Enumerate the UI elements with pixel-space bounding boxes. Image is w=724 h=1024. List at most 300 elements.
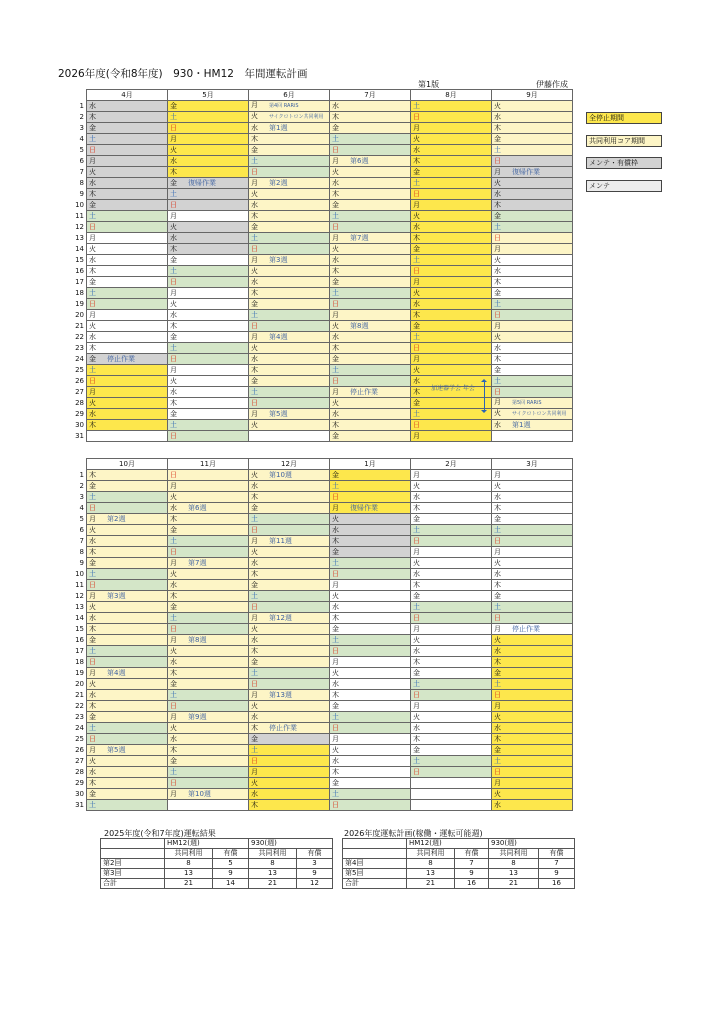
- weekday-label: 木: [251, 288, 258, 297]
- day-cell: [330, 723, 411, 734]
- schedule-note: 第3週: [269, 255, 288, 264]
- weekday-label: 土: [332, 635, 339, 644]
- weekday-label: 日: [332, 800, 339, 809]
- weekday-label: 日: [413, 189, 420, 198]
- day-row: [66, 503, 573, 514]
- day-cell: [168, 503, 249, 514]
- day-cell: [330, 558, 411, 569]
- day-cell: [168, 255, 249, 266]
- weekday-label: 月: [251, 101, 258, 109]
- schedule-note: 第8週: [350, 321, 369, 330]
- day-cell: [492, 420, 573, 431]
- weekday-label: 土: [494, 299, 501, 308]
- day-number: 24: [75, 723, 84, 732]
- day-cell: [87, 244, 168, 255]
- day-cell: [330, 200, 411, 211]
- day-cell: [249, 569, 330, 580]
- day-cell: [249, 547, 330, 558]
- weekday-label: 月: [89, 668, 96, 677]
- weekday-label: 水: [494, 189, 501, 198]
- weekday-label: 木: [89, 624, 96, 633]
- weekday-label: 日: [89, 580, 96, 589]
- weekday-label: 金: [494, 591, 501, 600]
- weekday-label: 日: [332, 145, 339, 154]
- day-cell: [330, 503, 411, 514]
- day-number: 2: [79, 112, 84, 121]
- day-cell: [87, 569, 168, 580]
- weekday-label: 火: [170, 299, 177, 308]
- day-row: [66, 167, 573, 178]
- weekday-label: 火: [170, 723, 177, 732]
- day-cell: [168, 310, 249, 321]
- day-cell: [330, 481, 411, 492]
- summary-row: 合計 21 16 21 16: [343, 879, 575, 889]
- day-cell: [330, 470, 411, 481]
- weekday-label: 土: [413, 255, 420, 264]
- weekday-label: 月: [251, 613, 258, 622]
- day-cell: [330, 767, 411, 778]
- weekday-label: 水: [413, 646, 420, 655]
- day-cell: [411, 712, 492, 723]
- day-cell: [87, 767, 168, 778]
- weekday-label: 日: [332, 569, 339, 578]
- day-cell: [330, 244, 411, 255]
- day-cell: [330, 112, 411, 123]
- weekday-label: 火: [413, 712, 420, 721]
- weekday-label: 火: [332, 398, 339, 407]
- weekday-label: 月: [251, 178, 258, 187]
- weekday-label: 月: [494, 701, 501, 710]
- weekday-label: 木: [170, 591, 177, 600]
- day-cell: [411, 123, 492, 134]
- day-number: 27: [75, 387, 84, 396]
- weekday-label: 水: [251, 481, 258, 490]
- day-cell: [249, 354, 330, 365]
- weekday-label: 金: [89, 200, 96, 209]
- day-cell: [492, 354, 573, 365]
- weekday-label: 土: [494, 756, 501, 765]
- weekday-label: 土: [332, 134, 339, 143]
- weekday-label: 木: [251, 365, 258, 374]
- weekday-label: 水: [251, 200, 258, 209]
- weekday-label: 火: [251, 701, 258, 710]
- day-number: 12: [75, 222, 84, 231]
- weekday-label: 日: [413, 112, 420, 121]
- day-cell: [411, 354, 492, 365]
- day-row: [66, 624, 573, 635]
- schedule-note: 第2週: [107, 514, 126, 523]
- day-number: 15: [75, 624, 84, 633]
- weekday-label: 金: [413, 321, 420, 330]
- schedule-note: 停止作業: [107, 354, 135, 363]
- weekday-label: 水: [89, 613, 96, 622]
- weekday-label: 日: [332, 723, 339, 732]
- day-cell: [492, 701, 573, 712]
- weekday-label: 土: [89, 134, 96, 143]
- weekday-label: 日: [89, 734, 96, 743]
- day-row: [66, 200, 573, 211]
- weekday-label: 土: [89, 569, 96, 578]
- day-cell: [249, 624, 330, 635]
- day-cell: [87, 789, 168, 800]
- weekday-label: 日: [413, 536, 420, 545]
- day-cell: [168, 387, 249, 398]
- day-row: [66, 266, 573, 277]
- day-row: [66, 789, 573, 800]
- day-number: 16: [75, 635, 84, 644]
- weekday-label: 土: [89, 646, 96, 655]
- weekday-label: 金: [413, 745, 420, 754]
- weekday-label: 月: [170, 635, 177, 644]
- day-cell: [168, 602, 249, 613]
- day-number: 29: [75, 778, 84, 787]
- day-cell: [87, 679, 168, 690]
- weekday-label: 月: [413, 354, 420, 363]
- day-cell: [168, 431, 249, 442]
- day-number: 23: [75, 343, 84, 352]
- weekday-label: 日: [170, 547, 177, 556]
- weekday-label: 土: [89, 800, 96, 809]
- schedule-note: 第1週: [512, 420, 531, 429]
- weekday-label: 日: [170, 277, 177, 286]
- day-cell: [249, 492, 330, 503]
- weekday-label: 日: [170, 354, 177, 363]
- day-cell: [87, 310, 168, 321]
- weekday-label: 月: [251, 690, 258, 699]
- weekday-label: 月: [494, 778, 501, 787]
- day-cell: [168, 288, 249, 299]
- weekday-label: 土: [89, 723, 96, 732]
- schedule-note: 第9週: [188, 712, 207, 721]
- weekday-label: 日: [332, 646, 339, 655]
- day-cell: [411, 580, 492, 591]
- day-cell: [87, 745, 168, 756]
- day-cell: [87, 222, 168, 233]
- weekday-label: 土: [413, 525, 420, 534]
- day-cell: [330, 690, 411, 701]
- day-cell: [330, 536, 411, 547]
- weekday-label: 土: [89, 288, 96, 297]
- weekday-label: 土: [332, 211, 339, 220]
- day-cell: [411, 613, 492, 624]
- weekday-label: 木: [89, 470, 96, 479]
- weekday-label: 土: [251, 591, 258, 600]
- weekday-label: 月: [89, 745, 96, 754]
- day-cell: [87, 167, 168, 178]
- weekday-label: 月: [494, 244, 501, 253]
- schedule-note: 第12週: [269, 613, 292, 622]
- day-row: [66, 734, 573, 745]
- weekday-label: 金: [413, 167, 420, 176]
- weekday-label: 木: [332, 266, 339, 275]
- weekday-label: 金: [251, 299, 258, 308]
- day-number: 9: [79, 189, 84, 198]
- day-cell: [411, 299, 492, 310]
- day-cell: [87, 690, 168, 701]
- day-cell: [87, 200, 168, 211]
- day-cell: [411, 365, 492, 376]
- day-cell: [87, 635, 168, 646]
- day-cell: [330, 321, 411, 332]
- day-number: 30: [75, 420, 84, 429]
- day-cell: [330, 222, 411, 233]
- day-number: 10: [75, 569, 84, 578]
- weekday-label: 火: [332, 745, 339, 754]
- day-cell: [411, 420, 492, 431]
- day-cell: [330, 569, 411, 580]
- weekday-label: 月: [413, 470, 420, 479]
- day-cell: [492, 398, 573, 409]
- schedule-note: 第13週: [269, 690, 292, 699]
- weekday-label: 金: [413, 668, 420, 677]
- weekday-label: 金: [251, 376, 258, 385]
- day-cell: [168, 712, 249, 723]
- day-cell: [330, 514, 411, 525]
- weekday-label: 月: [251, 332, 258, 341]
- day-cell: [168, 332, 249, 343]
- day-cell: [168, 734, 249, 745]
- day-cell: [87, 558, 168, 569]
- day-number: 10: [75, 200, 84, 209]
- day-cell: [249, 321, 330, 332]
- day-cell: [249, 503, 330, 514]
- weekday-label: 月: [170, 481, 177, 490]
- day-cell: [87, 470, 168, 481]
- weekday-label: 土: [251, 310, 258, 319]
- day-cell: [249, 591, 330, 602]
- month-header: 1月: [330, 459, 411, 470]
- day-cell: [168, 778, 249, 789]
- weekday-label: 土: [89, 211, 96, 220]
- weekday-label: 火: [89, 756, 96, 765]
- weekday-label: 金: [332, 778, 339, 787]
- day-row: [66, 668, 573, 679]
- schedule-note: 第7週: [350, 233, 369, 242]
- day-cell: [492, 409, 573, 420]
- day-cell: [87, 580, 168, 591]
- edition-label: 第1版: [418, 80, 440, 89]
- weekday-label: 火: [494, 789, 501, 798]
- day-row: [66, 288, 573, 299]
- day-cell: [249, 420, 330, 431]
- schedule-note: 第1週: [269, 123, 288, 132]
- weekday-label: 土: [332, 365, 339, 374]
- weekday-label: 金: [494, 668, 501, 677]
- weekday-label: 木: [494, 657, 501, 666]
- weekday-label: 木: [494, 580, 501, 589]
- month-header: 8月: [411, 90, 492, 101]
- day-cell: [168, 343, 249, 354]
- weekday-label: 水: [251, 635, 258, 644]
- schedule-note: 第11週: [269, 536, 292, 545]
- day-cell: [249, 558, 330, 569]
- weekday-label: 月: [332, 503, 339, 512]
- weekday-label: 水: [251, 277, 258, 286]
- day-cell: [492, 431, 573, 442]
- summary-left-title: 2025年度(令和7年度)運転結果: [104, 829, 216, 838]
- day-cell: [87, 701, 168, 712]
- weekday-label: 水: [413, 299, 420, 308]
- day-cell: [411, 745, 492, 756]
- day-row: [66, 701, 573, 712]
- conference-period-arrow: [484, 382, 485, 410]
- weekday-label: 土: [332, 558, 339, 567]
- day-number: 8: [79, 178, 84, 187]
- weekday-label: 土: [170, 343, 177, 352]
- weekday-label: 日: [413, 343, 420, 352]
- weekday-label: 金: [170, 101, 177, 110]
- weekday-label: 土: [332, 288, 339, 297]
- weekday-label: 日: [170, 200, 177, 209]
- weekday-label: 火: [494, 712, 501, 721]
- day-cell: [249, 255, 330, 266]
- summary-right-table: HM12(週) 930(週) 共同利用 有償 共同利用 有償 第4回 8 7 8 7 第5回 13 9 13 9 合計 21 16 21 16: [342, 838, 575, 889]
- weekday-label: 木: [332, 613, 339, 622]
- month-header: 11月: [168, 459, 249, 470]
- day-row: [66, 387, 573, 398]
- day-cell: [87, 756, 168, 767]
- weekday-label: 土: [413, 409, 420, 418]
- day-cell: [249, 277, 330, 288]
- weekday-label: 木: [494, 734, 501, 743]
- weekday-label: 土: [170, 112, 177, 121]
- weekday-label: 火: [89, 602, 96, 611]
- day-number: 15: [75, 255, 84, 264]
- day-cell: [330, 800, 411, 811]
- day-cell: [411, 800, 492, 811]
- day-cell: [168, 624, 249, 635]
- day-row: [66, 591, 573, 602]
- summary-left-table: HM12(週) 930(週) 共同利用 有償 共同利用 有償 第2回 8 5 8 3 第3回 13 9 13 9 合計 21 14 21 12: [100, 838, 333, 889]
- weekday-label: 金: [170, 602, 177, 611]
- month-header: 10月: [87, 459, 168, 470]
- day-cell: [87, 211, 168, 222]
- day-cell: [87, 112, 168, 123]
- day-cell: [168, 167, 249, 178]
- weekday-label: 月: [89, 591, 96, 600]
- day-cell: [411, 156, 492, 167]
- weekday-label: 金: [494, 134, 501, 143]
- weekday-label: 木: [251, 800, 258, 809]
- day-number: 6: [79, 525, 84, 534]
- day-cell: [411, 112, 492, 123]
- weekday-label: 日: [170, 431, 177, 440]
- day-cell: [411, 255, 492, 266]
- day-cell: [492, 255, 573, 266]
- weekday-label: 月: [494, 167, 501, 176]
- day-row: [66, 233, 573, 244]
- day-cell: [330, 613, 411, 624]
- day-cell: [87, 431, 168, 442]
- weekday-label: 水: [89, 536, 96, 545]
- day-cell: [330, 745, 411, 756]
- weekday-label: 火: [251, 343, 258, 352]
- day-cell: [492, 211, 573, 222]
- day-cell: [87, 514, 168, 525]
- day-cell: [249, 745, 330, 756]
- weekday-label: 木: [170, 321, 177, 330]
- weekday-label: 木: [413, 233, 420, 242]
- weekday-label: 火: [494, 255, 501, 264]
- day-number: 11: [75, 580, 84, 589]
- day-row: [66, 646, 573, 657]
- day-row: [66, 712, 573, 723]
- weekday-label: 金: [332, 547, 339, 556]
- weekday-label: 月: [170, 365, 177, 374]
- day-cell: [411, 558, 492, 569]
- day-number: 25: [75, 365, 84, 374]
- weekday-label: 水: [170, 657, 177, 666]
- day-cell: [168, 470, 249, 481]
- day-cell: [168, 321, 249, 332]
- day-cell: [330, 156, 411, 167]
- schedule-note: 停止作業: [350, 387, 378, 396]
- weekday-label: 火: [251, 189, 258, 198]
- schedule-note: 第5週: [269, 409, 288, 418]
- day-row: [66, 145, 573, 156]
- weekday-label: 日: [494, 310, 501, 319]
- day-cell: [411, 266, 492, 277]
- day-row: [66, 431, 573, 442]
- day-cell: [411, 525, 492, 536]
- weekday-label: 土: [494, 222, 501, 231]
- weekday-label: 金: [494, 288, 501, 297]
- day-cell: [492, 756, 573, 767]
- day-cell: [87, 354, 168, 365]
- day-number: 12: [75, 591, 84, 600]
- day-cell: [492, 778, 573, 789]
- day-cell: [87, 624, 168, 635]
- day-cell: [168, 613, 249, 624]
- day-number: 4: [79, 134, 84, 143]
- day-row: [66, 558, 573, 569]
- day-cell: [411, 145, 492, 156]
- schedule-note: サイクロトロン共同利用: [269, 114, 324, 120]
- day-row: [66, 514, 573, 525]
- day-cell: [330, 365, 411, 376]
- day-cell: [87, 332, 168, 343]
- day-cell: [330, 332, 411, 343]
- day-cell: [330, 255, 411, 266]
- day-cell: [330, 547, 411, 558]
- weekday-label: 月: [251, 767, 258, 776]
- weekday-label: 木: [89, 343, 96, 352]
- weekday-label: 火: [89, 398, 96, 407]
- day-cell: [249, 481, 330, 492]
- weekday-label: 火: [251, 778, 258, 787]
- weekday-label: 月: [413, 200, 420, 209]
- day-cell: [330, 343, 411, 354]
- day-cell: [249, 723, 330, 734]
- weekday-label: 土: [251, 233, 258, 242]
- day-cell: [249, 101, 330, 112]
- day-cell: [411, 547, 492, 558]
- day-cell: [87, 343, 168, 354]
- day-cell: [330, 591, 411, 602]
- day-cell: [492, 310, 573, 321]
- day-cell: [492, 657, 573, 668]
- day-number: 16: [75, 266, 84, 275]
- day-cell: [330, 123, 411, 134]
- weekday-label: 水: [494, 112, 501, 121]
- weekday-label: 月: [170, 712, 177, 721]
- month-header: 7月: [330, 90, 411, 101]
- day-number: 13: [75, 233, 84, 242]
- weekday-label: 土: [170, 266, 177, 275]
- day-row: [66, 365, 573, 376]
- weekday-label: 日: [494, 690, 501, 699]
- day-cell: [411, 690, 492, 701]
